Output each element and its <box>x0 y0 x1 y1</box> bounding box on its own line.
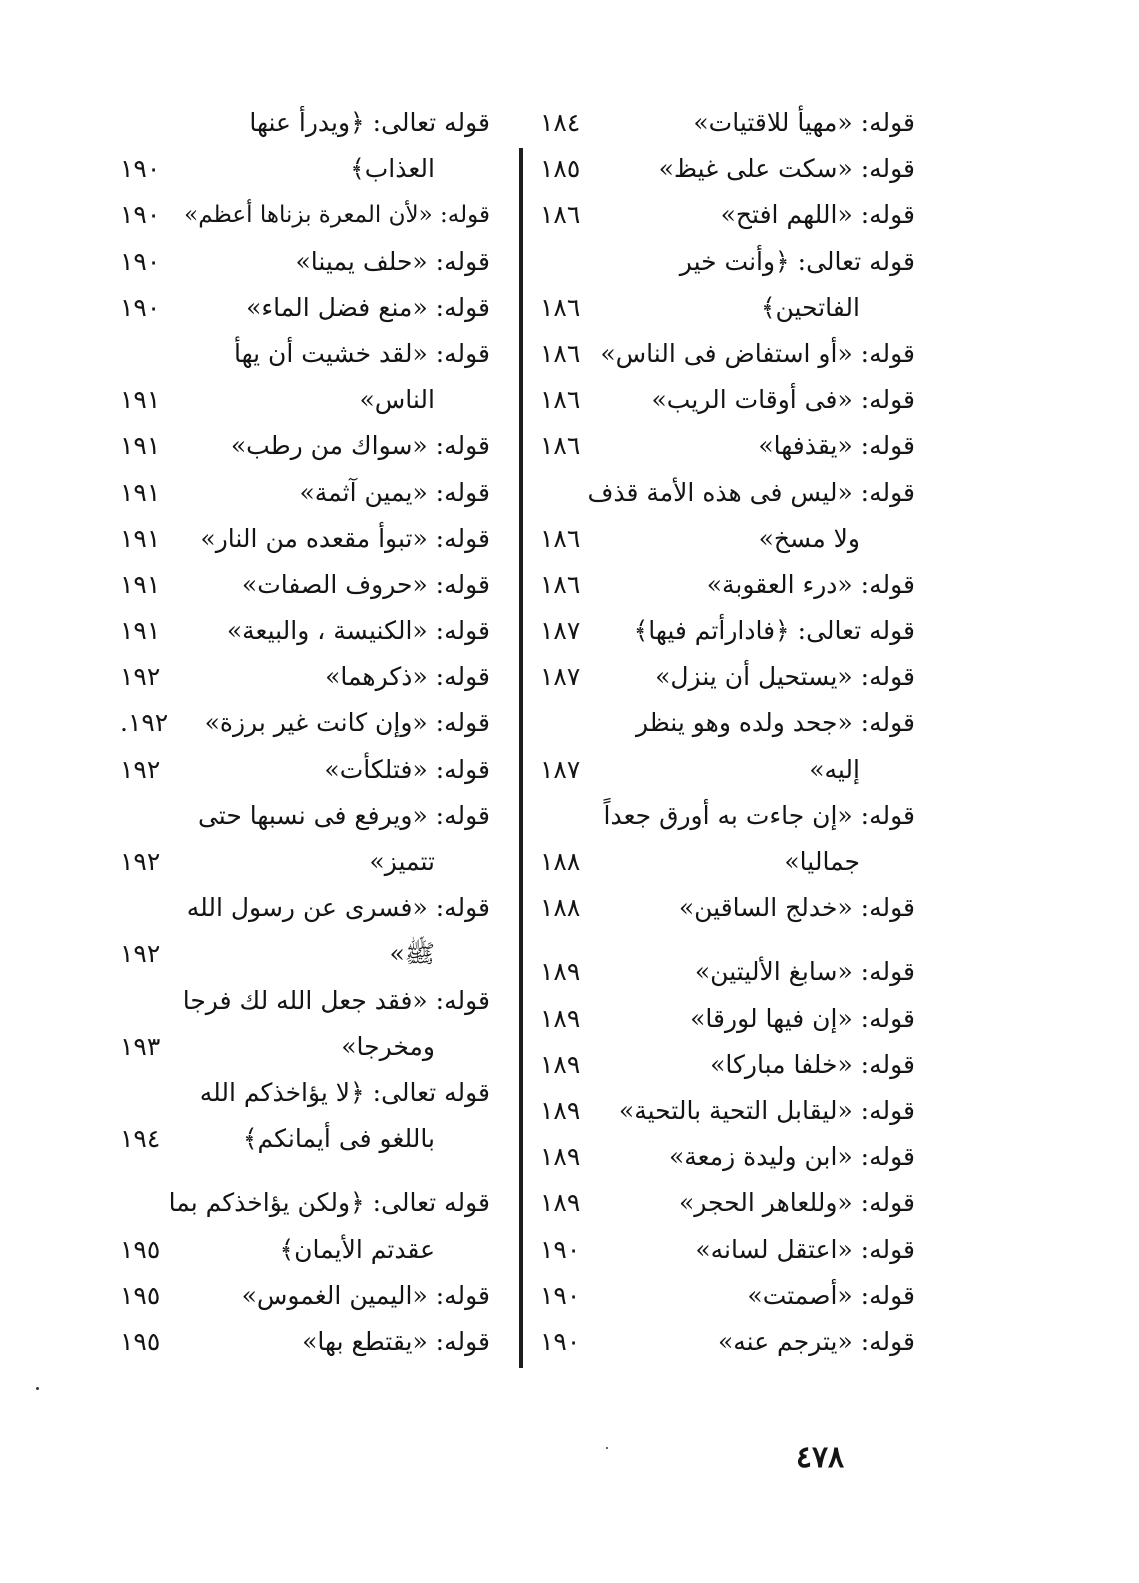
index-entry <box>540 747 915 793</box>
entry-page-number: ١٩٠ <box>120 292 161 322</box>
index-entry <box>540 1227 915 1273</box>
index-entry <box>120 608 490 654</box>
index-entry <box>540 470 915 516</box>
index-entry <box>540 608 915 654</box>
index-entry <box>540 1319 915 1365</box>
entry-page-number: ١٩١ <box>120 477 161 507</box>
entry-page-number: ١٨٨ <box>540 847 581 876</box>
index-entry <box>120 423 490 469</box>
entry-text: قوله: «يقذفها» <box>758 431 915 461</box>
entry-text: قوله: «يستحيل أن ينزل» <box>655 662 915 692</box>
entry-text: قوله: «يترجم عنه» <box>717 1326 915 1356</box>
entry-text: قوله: «درء العقوبة» <box>706 569 915 599</box>
index-entry <box>120 1024 490 1070</box>
entry-page-number: ١٨٩ <box>540 1142 581 1172</box>
entry-page-number: ١٩٥ <box>120 1326 161 1356</box>
entry-text: قوله: «ليس فى هذه الأمة قذف <box>587 477 915 507</box>
entry-text: قوله: «سواك من رطب» <box>230 431 490 461</box>
index-entry <box>120 654 490 700</box>
entry-text: قوله: «ويرفع فى نسبها حتى <box>197 800 490 830</box>
entry-page-number: ١٨٦ <box>540 569 581 599</box>
index-entry <box>540 285 915 331</box>
scan-speck <box>36 1387 39 1390</box>
entry-text: قوله: «لقد خشيت أن يهأ <box>233 338 490 368</box>
index-entry <box>120 239 490 285</box>
index-entry <box>120 793 490 839</box>
index-entry <box>120 1273 490 1319</box>
index-entry <box>540 562 915 608</box>
entry-page-number: ١٩١ <box>120 616 161 646</box>
entry-text: قوله: «يمين آثمة» <box>299 477 490 507</box>
index-entry <box>120 747 490 793</box>
index-entry <box>120 700 490 746</box>
entry-page-number: ١٨٦ <box>540 385 581 415</box>
index-entry <box>540 146 915 192</box>
entry-text: قوله: «وللعاهر الحجر» <box>678 1188 915 1218</box>
index-entry <box>120 100 490 146</box>
entry-text: قوله تعالى: ﴿وأنت خير <box>679 246 915 276</box>
entry-text: قوله: «حلف يمينا» <box>295 246 490 276</box>
entry-page-number: ١٨٦ <box>540 431 581 461</box>
entry-page-number: ١٩٠ <box>540 1326 581 1356</box>
entry-text: قوله: «فقد جعل الله لك فرجا <box>182 985 490 1015</box>
index-entry <box>540 1273 915 1319</box>
entry-page-number: ١٨٩ <box>540 1003 581 1033</box>
entry-text: قوله: «لأن المعرة بزناها أعظم» <box>184 202 490 229</box>
index-entry <box>120 470 490 516</box>
entry-page-number: ١٩١ <box>120 523 161 553</box>
entry-page-number: ١٩٠ <box>120 246 161 276</box>
entry-text: قوله: «حروف الصفات» <box>241 569 490 599</box>
index-entry <box>120 377 490 423</box>
entry-page-number: ١٩٢. <box>120 708 169 738</box>
entry-page-number: ١٨٩ <box>540 957 581 987</box>
entry-text: إليه» <box>809 754 860 784</box>
index-entry <box>120 1116 490 1162</box>
entry-page-number: ١٨٨ <box>540 893 581 923</box>
entry-text: ولا مسخ» <box>758 523 860 553</box>
entry-text: قوله: «خلفا مباركا» <box>710 1049 915 1079</box>
entry-text: قوله: «أو استفاض فى الناس» <box>600 338 915 368</box>
entry-page-number: ١٩٠ <box>120 154 161 184</box>
entry-page-number: ١٩٢ <box>120 939 161 969</box>
entry-page-number: ١٩٠ <box>120 200 161 230</box>
entry-text: قوله: «أصمتت» <box>747 1280 915 1310</box>
entry-page-number: ١٨٦ <box>540 523 581 553</box>
index-entry <box>540 1042 915 1088</box>
entry-page-number: ١٨٩ <box>540 1049 581 1079</box>
index-entry <box>120 516 490 562</box>
entry-page-number: ١٩٣ <box>120 1031 161 1061</box>
index-entry <box>540 793 915 839</box>
entry-text: قوله: «الكنيسة ، والبيعة» <box>226 616 490 646</box>
index-entry <box>120 839 490 885</box>
index-entry <box>540 377 915 423</box>
index-entry <box>540 1180 915 1226</box>
entry-text: العذاب﴾ <box>350 154 435 184</box>
index-column-right <box>540 100 915 1365</box>
entry-text: قوله: «ذكرهما» <box>325 662 490 692</box>
entry-text: عقدتم الأيمان﴾ <box>279 1234 435 1264</box>
entry-page-number: ١٨٥ <box>540 154 581 184</box>
index-entry <box>540 1134 915 1180</box>
entry-page-number: ١٨٦ <box>540 200 581 230</box>
entry-page-number: ١٨٩ <box>540 1095 581 1125</box>
entry-text: قوله تعالى: ﴿ويدرأ عنها <box>249 108 490 137</box>
index-entry <box>120 146 490 192</box>
page-number: ٤٧٨ <box>795 1440 845 1475</box>
entry-text: قوله تعالى: ﴿لا يؤاخذكم الله <box>199 1077 490 1107</box>
entry-text: الفاتحين﴾ <box>760 292 860 322</box>
index-entry <box>120 1070 490 1116</box>
entry-text: قوله: «إن فيها لورقا» <box>690 1003 915 1033</box>
entry-page-number: ١٩٢ <box>120 662 161 692</box>
entry-text: قوله: «تبوأ مقعده من النار» <box>200 523 490 553</box>
scan-speck <box>606 1447 608 1449</box>
index-entry <box>120 562 490 608</box>
index-entry <box>540 100 915 146</box>
entry-page-number: ١٩٥ <box>120 1280 161 1310</box>
entry-text: قوله: «سابغ الأليتين» <box>694 957 915 987</box>
entry-page-number: ١٩٥ <box>120 1234 161 1264</box>
index-entry <box>540 192 915 238</box>
entry-page-number: ١٩٠ <box>540 1234 581 1264</box>
entry-text: قوله: «ابن وليدة زمعة» <box>668 1142 915 1172</box>
entry-page-number: ١٩٠ <box>540 1280 581 1310</box>
index-entry <box>540 1088 915 1134</box>
entry-text: قوله: «إن جاءت به أورق جعداً <box>603 800 915 830</box>
index-entry <box>120 1180 490 1226</box>
index-entry <box>540 885 915 931</box>
entry-text: قوله: «مهيأ للاقتيات» <box>693 108 915 137</box>
index-entry <box>120 285 490 331</box>
index-entry <box>120 1319 490 1365</box>
index-entry <box>540 839 915 885</box>
entry-text: ومخرجا» <box>341 1031 435 1061</box>
entry-text: قوله: «ليقابل التحية بالتحية» <box>618 1095 915 1125</box>
entry-text: قوله: «وإن كانت غير برزة» <box>204 708 490 738</box>
entry-text: قوله: «فى أوقات الريب» <box>651 385 915 415</box>
entry-text: قوله: «سكت على غيظ» <box>658 154 915 184</box>
entry-page-number: ١٩٢ <box>120 754 161 784</box>
entry-page-number: ١٨٧ <box>540 616 581 646</box>
entry-text: الناس» <box>359 385 435 415</box>
index-entry <box>120 931 490 977</box>
index-entry <box>540 423 915 469</box>
entry-text: قوله: «اعتقل لسانه» <box>695 1234 915 1264</box>
entry-page-number: ١٩٢ <box>120 847 161 876</box>
entry-page-number: ١٨٧ <box>540 662 581 692</box>
index-entry <box>540 331 915 377</box>
entry-page-number: ١٨٩ <box>540 1188 581 1218</box>
index-entry <box>540 700 915 746</box>
entry-text: قوله: «منع فضل الماء» <box>246 292 490 322</box>
entry-page-number: ١٨٦ <box>540 292 581 322</box>
index-entry <box>120 192 490 238</box>
entry-text: قوله: «يقتطع بها» <box>302 1326 490 1356</box>
entry-text: قوله: «اليمين الغموس» <box>241 1280 490 1310</box>
entry-text: قوله تعالى: ﴿فادارأتم فيها﴾ <box>633 616 915 646</box>
index-entry <box>540 949 915 995</box>
index-entry <box>540 516 915 562</box>
entry-text: قوله: «فسرى عن رسول الله <box>186 893 490 923</box>
index-entry <box>540 239 915 285</box>
entry-text: تتميز» <box>369 847 435 876</box>
entry-page-number: ١٨٧ <box>540 754 581 784</box>
index-entry <box>120 885 490 931</box>
index-entry <box>120 331 490 377</box>
index-entry <box>540 996 915 1042</box>
entry-page-number: ١٩١ <box>120 385 161 415</box>
entry-page-number: ١٩١ <box>120 431 161 461</box>
entry-text: قوله تعالى: ﴿ولكن يؤاخذكم بما <box>168 1188 490 1218</box>
index-entry <box>540 654 915 700</box>
entry-text: ﷺ» <box>389 939 435 969</box>
entry-text: جماليا» <box>784 847 860 876</box>
entry-page-number: ١٩١ <box>120 569 161 599</box>
entry-page-number: ١٨٦ <box>540 338 581 368</box>
entry-text: قوله: «اللهم افتح» <box>720 200 915 230</box>
entry-text: قوله: «جحد ولده وهو ينظر <box>636 708 915 738</box>
entry-text: باللغو فى أيمانكم﴾ <box>242 1124 435 1154</box>
index-column-left <box>120 100 490 1365</box>
entry-page-number: ١٨٤ <box>540 108 581 137</box>
column-divider <box>519 148 523 1368</box>
index-entry <box>120 978 490 1024</box>
entry-text: قوله: «خدلج الساقين» <box>678 893 915 923</box>
entry-text: قوله: «فتلكأت» <box>324 754 490 784</box>
index-entry <box>120 1227 490 1273</box>
entry-page-number: ١٩٤ <box>120 1124 161 1154</box>
